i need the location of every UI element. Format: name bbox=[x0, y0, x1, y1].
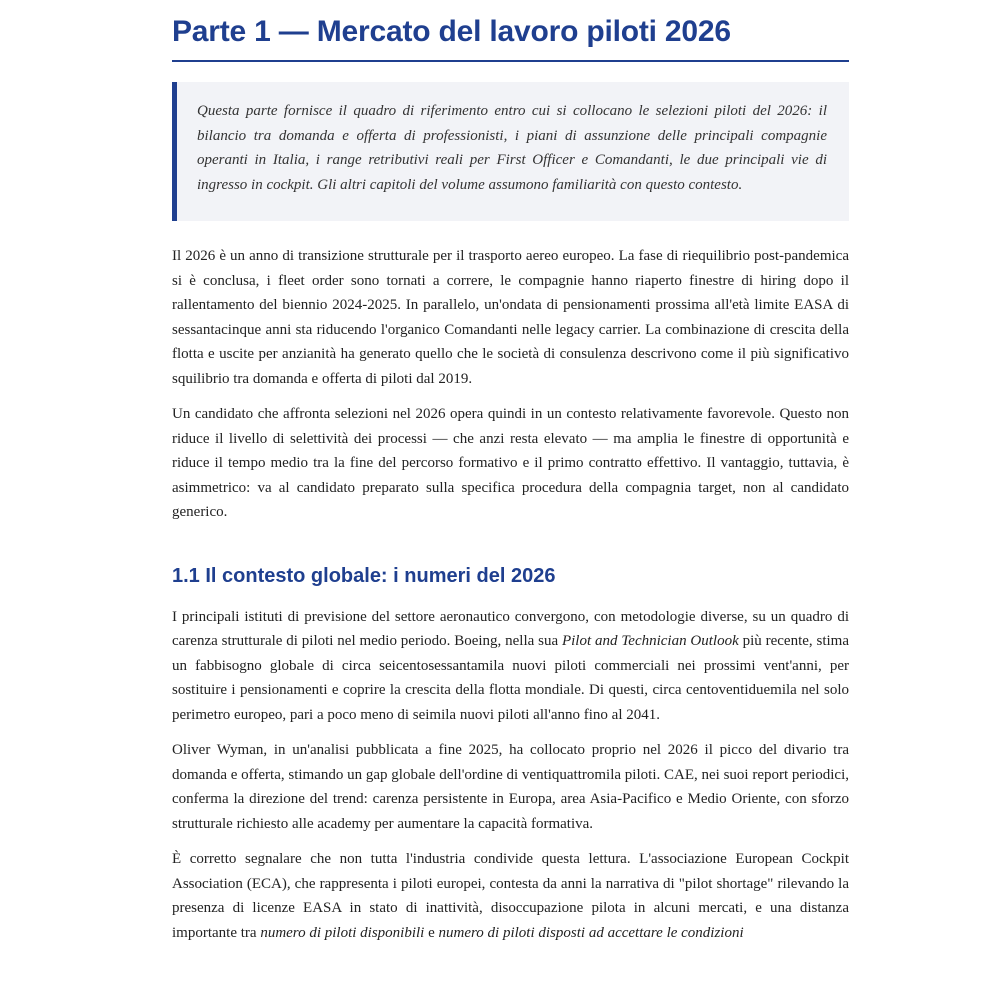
intro-callout bbox=[172, 82, 849, 221]
paragraph-5-emphasis-2: numero di piloti disposti ad accettare le condizioni bbox=[438, 924, 744, 941]
paragraph-5-text-mid: e bbox=[424, 924, 439, 941]
intro-text: Questa parte fornisce il quadro di riferimento entro cui si collocano le selezioni piloti del 2026: il bilancio tra domanda e offerta di professionisti, i piani di assunzione delle principali compagnie operanti in Italia, i range retributivi reali per First Officer e Comandanti, le due principali vie di ingresso in cockpit. Gli altri capitoli del volume assumono familiarità con questo contesto. bbox=[197, 103, 827, 193]
body-paragraph-5 bbox=[172, 847, 849, 945]
paragraph-3-emphasis: Pilot and Technician Outlook bbox=[561, 633, 739, 649]
paragraph-3-text-b: più recente, stima un fabbisogno globale di circa seicentosessantamila nuovi piloti commerciali nei prossimi vent'anni, per sostituire i pensionamenti e coprire la crescita della flotta mondiale. Di questi, circa centoventiduemila nel solo perimetro europeo, pari a poco meno di seimila nuovi piloti all'anno fino al 2041. bbox=[172, 633, 849, 723]
part-title: Parte 1 — Mercato del lavoro piloti 2026 bbox=[172, 15, 731, 48]
body-paragraph-3 bbox=[172, 605, 849, 728]
section-title: 1.1 Il contesto globale: i numeri del 2026 bbox=[172, 564, 556, 587]
body-paragraph-1: Il 2026 è un anno di transizione strutturale per il trasporto aereo europeo. La fase di riequilibrio post-pandemica si è conclusa, i fleet order sono tornati a correre, le compagnie hanno riaperto finestre di hiring dopo il rallentamento del biennio 2024-2025. In parallelo, un'ondata di pensionamenti prossima all'età limite EASA di sessantacinque anni sta riducendo l'organico Comandanti nelle legacy carrier. La combinazione di crescita della flotta e uscite per anzianità ha generato quello che le società di consulenza descrivono come il più significativo squilibrio tra domanda e offerta di piloti dal 2019. bbox=[172, 248, 849, 387]
document-page bbox=[172, 0, 849, 945]
title-divider bbox=[172, 60, 849, 62]
paragraph-5-text-a: È corretto segnalare che non tutta l'industria condivide questa lettura. L'associazione European Cockpit Association (ECA), che rappresenta i piloti europei, contesta da anni la narrativa di "pilot shortage" rilevando la presenza di licenze EASA in stato di inattività, disoccupazione pilota in alcuni mercati, e una distanza importante tra bbox=[172, 851, 849, 941]
body-paragraph-2: Un candidato che affronta selezioni nel 2026 opera quindi in un contesto relativamente favorevole. Questo non riduce il livello di selettività dei processi — che anzi resta elevato — ma amplia le finestre di opportunità e riduce il tempo medio tra la fine del percorso formativo e il primo contratto effettivo. Il vantaggio, tuttavia, è asimmetrico: va al candidato preparato sulla specifica procedura della compagnia target, non al candidato generico. bbox=[172, 406, 849, 520]
body-paragraph-4: Oliver Wyman, in un'analisi pubblicata a fine 2025, ha collocato proprio nel 2026 il picco del divario tra domanda e offerta, stimando un gap globale dell'ordine di ventiquattromila piloti. CAE, nei suoi report periodici, conferma la direzione del trend: carenza persistente in Europa, area Asia-Pacifico e Medio Oriente, con sforzo strutturale richiesto alle academy per aumentare la capacità formativa. bbox=[172, 742, 849, 832]
paragraph-3-text-a: I principali istituti di previsione del settore aeronautico convergono, con metodologie diverse, su un quadro di carenza strutturale di piloti nel medio periodo. Boeing, nella sua bbox=[172, 608, 849, 649]
paragraph-5-emphasis-1: numero di piloti disponibili bbox=[260, 924, 425, 941]
